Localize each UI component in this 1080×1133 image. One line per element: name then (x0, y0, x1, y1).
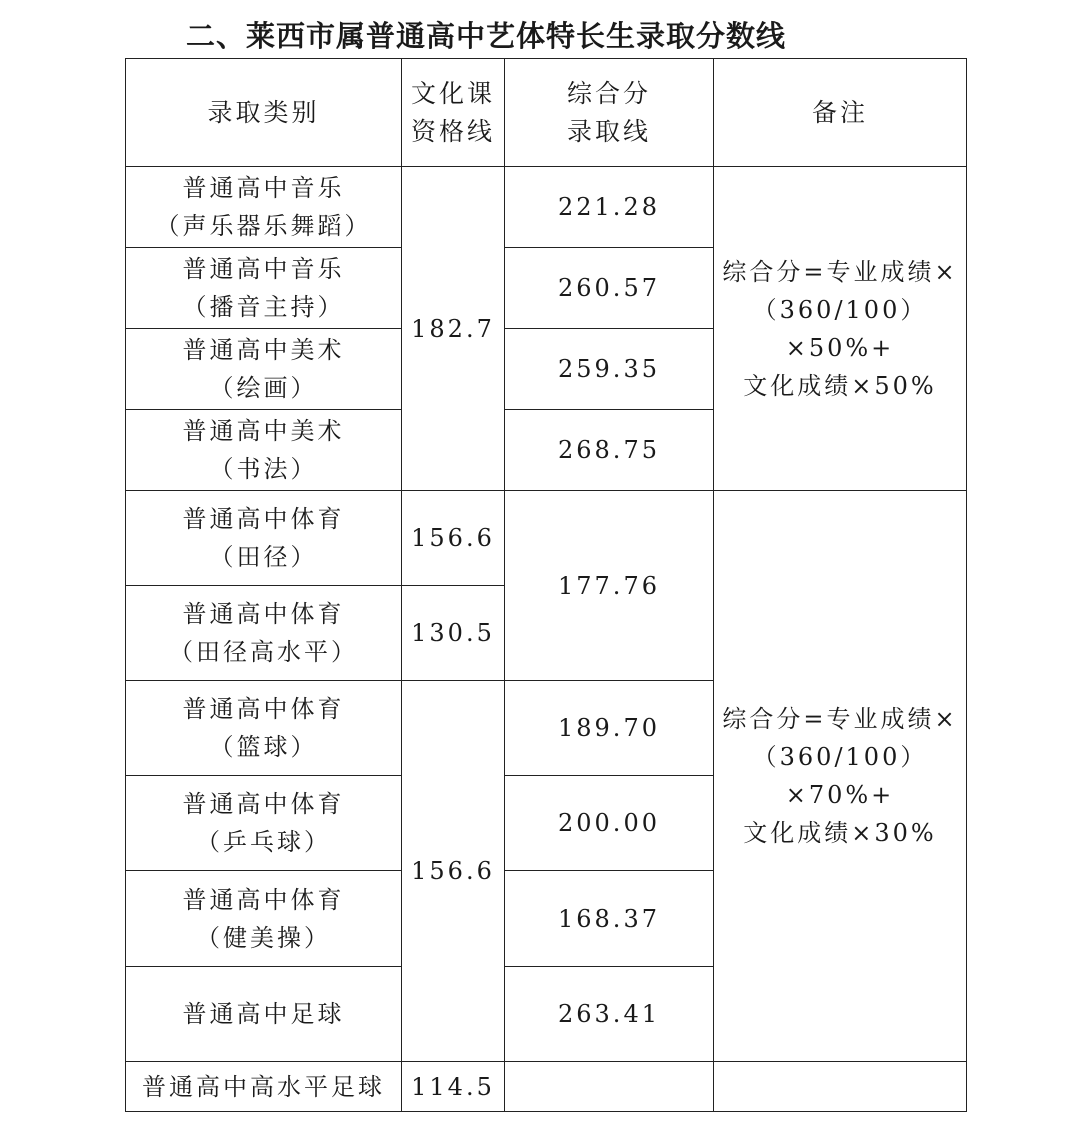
category-sub: （绘画） (209, 374, 318, 402)
composite-score-cell: 263.41 (505, 967, 714, 1062)
header-culture-line-1: 文化课 (410, 78, 495, 108)
note-cell-empty (714, 1062, 967, 1112)
composite-score-cell: 177.76 (505, 491, 714, 681)
document-title: 二、莱西市属普通高中艺体特长生录取分数线 (186, 19, 787, 53)
composite-score-cell: 168.37 (505, 871, 714, 967)
category-cell (126, 248, 402, 329)
note-line: （360/100）×70%+ (752, 743, 928, 809)
category-name: 普通高中足球 (182, 1000, 345, 1028)
composite-score-cell: 189.70 (505, 681, 714, 776)
category-sub: （篮球） (209, 733, 318, 761)
category-cell (126, 586, 402, 681)
category-name: 普通高中体育 (182, 790, 345, 818)
category-cell (126, 491, 402, 586)
note-line: 综合分=专业成绩× (722, 705, 958, 733)
table-row (126, 491, 967, 586)
culture-line-cell: 130.5 (402, 586, 505, 681)
note-line: （360/100）×50%+ (752, 295, 928, 362)
category-sub: （田径） (209, 543, 318, 571)
category-name: 普通高中音乐 (182, 174, 345, 202)
category-sub: （乒乓球） (196, 828, 331, 856)
composite-score-cell: 221.28 (505, 167, 714, 248)
composite-score-cell: 260.57 (505, 248, 714, 329)
category-sub: （播音主持） (182, 293, 345, 321)
category-name: 普通高中美术 (182, 417, 345, 445)
category-sub: （书法） (209, 455, 318, 483)
table-row (126, 1062, 967, 1112)
culture-line-cell: 156.6 (402, 681, 505, 1062)
category-cell (126, 329, 402, 410)
note-line: 文化成绩×30% (743, 819, 937, 847)
category-name: 普通高中体育 (182, 600, 345, 628)
note-line: 文化成绩×50% (743, 371, 937, 400)
header-culture-line (402, 59, 505, 167)
culture-line-cell: 156.6 (402, 491, 505, 586)
category-sub: （声乐器乐舞蹈） (155, 212, 372, 240)
culture-line-cell: 114.5 (402, 1062, 505, 1112)
composite-score-cell: 200.00 (505, 776, 714, 871)
category-cell (126, 1062, 402, 1112)
category-cell (126, 871, 402, 967)
table-row (126, 167, 967, 248)
category-name: 普通高中体育 (182, 695, 345, 723)
category-name: 普通高中音乐 (182, 255, 345, 283)
culture-line-cell: 182.7 (402, 167, 505, 491)
admission-score-table (125, 58, 967, 1112)
category-name: 普通高中体育 (182, 505, 345, 533)
header-composite-line-2: 录取线 (566, 116, 651, 146)
composite-score-cell: 268.75 (505, 410, 714, 491)
category-cell (126, 681, 402, 776)
category-cell (126, 776, 402, 871)
note-cell-sports (714, 491, 967, 1062)
category-name: 普通高中高水平足球 (142, 1072, 385, 1101)
header-row (126, 59, 967, 167)
composite-score-cell-empty (505, 1062, 714, 1112)
category-cell (126, 410, 402, 491)
category-sub: （健美操） (196, 923, 331, 952)
header-culture-line-2: 资格线 (410, 116, 495, 146)
category-name: 普通高中体育 (182, 885, 345, 914)
header-composite-line (505, 59, 714, 167)
category-cell (126, 967, 402, 1062)
note-cell-art (714, 167, 967, 491)
header-composite-line-1: 综合分 (566, 78, 651, 108)
composite-score-cell: 259.35 (505, 329, 714, 410)
note-line: 综合分=专业成绩× (722, 257, 958, 286)
category-cell (126, 167, 402, 248)
header-category: 录取类别 (126, 59, 402, 167)
header-note: 备注 (714, 59, 967, 167)
category-sub: （田径高水平） (169, 638, 358, 666)
category-name: 普通高中美术 (182, 336, 345, 364)
